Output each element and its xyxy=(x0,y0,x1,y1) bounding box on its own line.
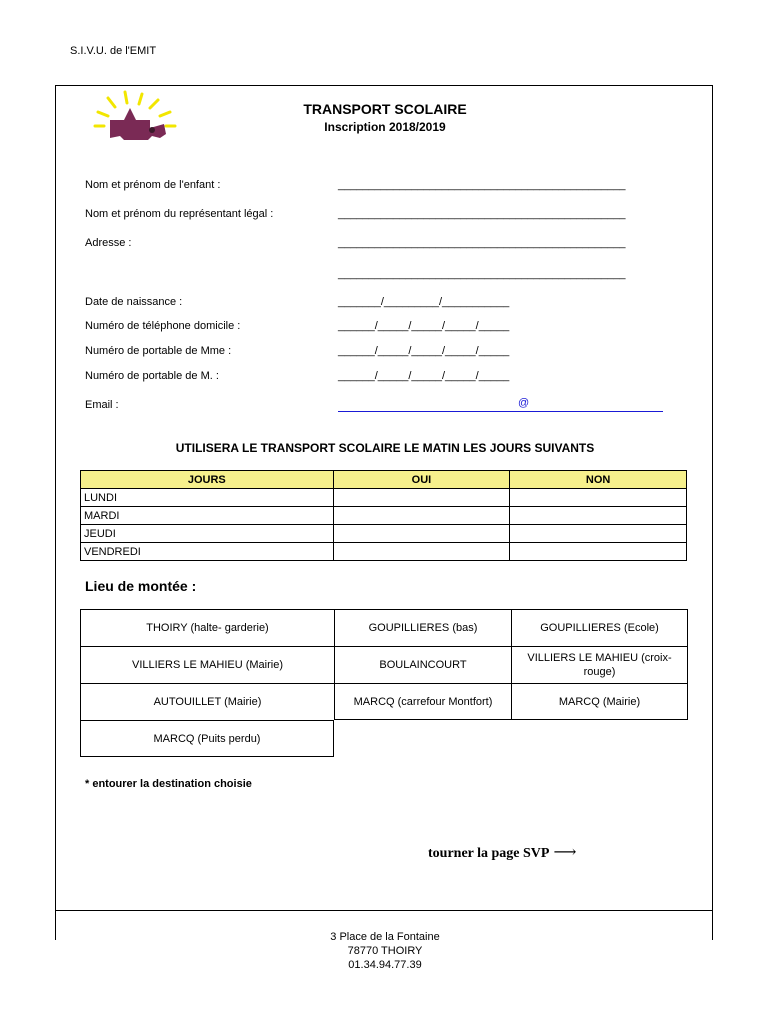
birthdate-field[interactable]: _______/_________/___________ xyxy=(338,296,510,308)
header-non: NON xyxy=(510,471,687,489)
pickup-option[interactable]: BOULAINCOURT xyxy=(334,646,511,683)
non-cell[interactable] xyxy=(510,543,687,561)
footer-phone: 01.34.94.77.39 xyxy=(348,959,422,971)
day-cell: JEUDI xyxy=(81,525,334,543)
day-cell: LUNDI xyxy=(81,489,334,507)
pickup-option[interactable]: THOIRY (halte- garderie) xyxy=(80,609,334,646)
turn-page-text: tourner la page SVP xyxy=(428,846,550,861)
home-phone-field[interactable]: ______/_____/_____/_____/_____ xyxy=(338,320,510,332)
email-field[interactable] xyxy=(338,397,663,412)
table-row xyxy=(81,543,687,561)
table-row xyxy=(81,507,687,525)
village-logo-icon xyxy=(90,90,190,150)
father-mobile-label: Numéro de portable de M. : xyxy=(85,370,219,382)
footer-city: 78770 THOIRY xyxy=(347,945,423,957)
address-field-line1[interactable]: _______________________________________________ xyxy=(338,237,626,249)
table-row xyxy=(81,489,687,507)
pickup-note: * entourer la destination choisie xyxy=(85,778,252,790)
page-title: TRANSPORT SCOLAIRE xyxy=(303,101,467,117)
schedule-table xyxy=(80,470,687,561)
pickup-option[interactable]: MARCQ (Puits perdu) xyxy=(80,720,334,757)
pickup-option[interactable]: GOUPILLIERES (Ecole) xyxy=(511,609,688,646)
non-cell[interactable] xyxy=(510,489,687,507)
pickup-option[interactable]: GOUPILLIERES (bas) xyxy=(334,609,511,646)
schedule-header-row xyxy=(81,471,687,489)
table-row xyxy=(81,525,687,543)
frame-divider-right xyxy=(712,910,713,940)
organization-name: S.I.V.U. de l'EMIT xyxy=(70,45,157,57)
day-cell: MARDI xyxy=(81,507,334,525)
pickup-option[interactable]: VILLIERS LE MAHIEU (Mairie) xyxy=(80,646,334,683)
page-subtitle: Inscription 2018/2019 xyxy=(324,120,446,134)
address-label: Adresse : xyxy=(85,237,132,249)
footer-address xyxy=(285,930,485,972)
pickup-option[interactable]: MARCQ (carrefour Montfort) xyxy=(334,683,511,720)
frame-divider-left xyxy=(55,910,56,940)
pickup-grid xyxy=(80,609,688,757)
guardian-name-label: Nom et prénom du représentant légal : xyxy=(85,208,274,220)
footer-street: 3 Place de la Fontaine xyxy=(330,931,440,943)
pickup-title: Lieu de montée : xyxy=(85,578,197,594)
header-jours: JOURS xyxy=(81,471,334,489)
oui-cell[interactable] xyxy=(333,489,510,507)
birthdate-label: Date de naissance : xyxy=(85,296,183,308)
header-oui: OUI xyxy=(333,471,510,489)
child-name-label: Nom et prénom de l'enfant : xyxy=(85,179,221,191)
non-cell[interactable] xyxy=(510,507,687,525)
oui-cell[interactable] xyxy=(333,525,510,543)
father-mobile-field[interactable]: ______/_____/_____/_____/_____ xyxy=(338,370,510,382)
pickup-option[interactable]: AUTOUILLET (Mairie) xyxy=(80,683,334,720)
schedule-title: UTILISERA LE TRANSPORT SCOLAIRE LE MATIN LES JOURS SUIVANTS xyxy=(175,441,595,455)
pickup-option[interactable]: MARCQ (Mairie) xyxy=(511,683,688,720)
home-phone-label: Numéro de téléphone domicile : xyxy=(85,320,241,332)
address-field-line2[interactable]: _______________________________________________ xyxy=(338,268,626,280)
turn-page-note xyxy=(428,842,576,862)
email-label: Email : xyxy=(85,399,119,411)
oui-cell[interactable] xyxy=(333,543,510,561)
non-cell[interactable] xyxy=(510,525,687,543)
mother-mobile-field[interactable]: ______/_____/_____/_____/_____ xyxy=(338,345,510,357)
email-at-sign: @ xyxy=(518,397,530,409)
arrow-right-icon: ⟶ xyxy=(553,844,577,861)
oui-cell[interactable] xyxy=(333,507,510,525)
child-name-field[interactable]: _______________________________________________ xyxy=(338,179,626,191)
guardian-name-field[interactable]: _______________________________________________ xyxy=(338,208,626,220)
pickup-option[interactable]: VILLIERS LE MAHIEU (croix-rouge) xyxy=(511,646,688,683)
mother-mobile-label: Numéro de portable de Mme : xyxy=(85,345,232,357)
day-cell: VENDREDI xyxy=(81,543,334,561)
